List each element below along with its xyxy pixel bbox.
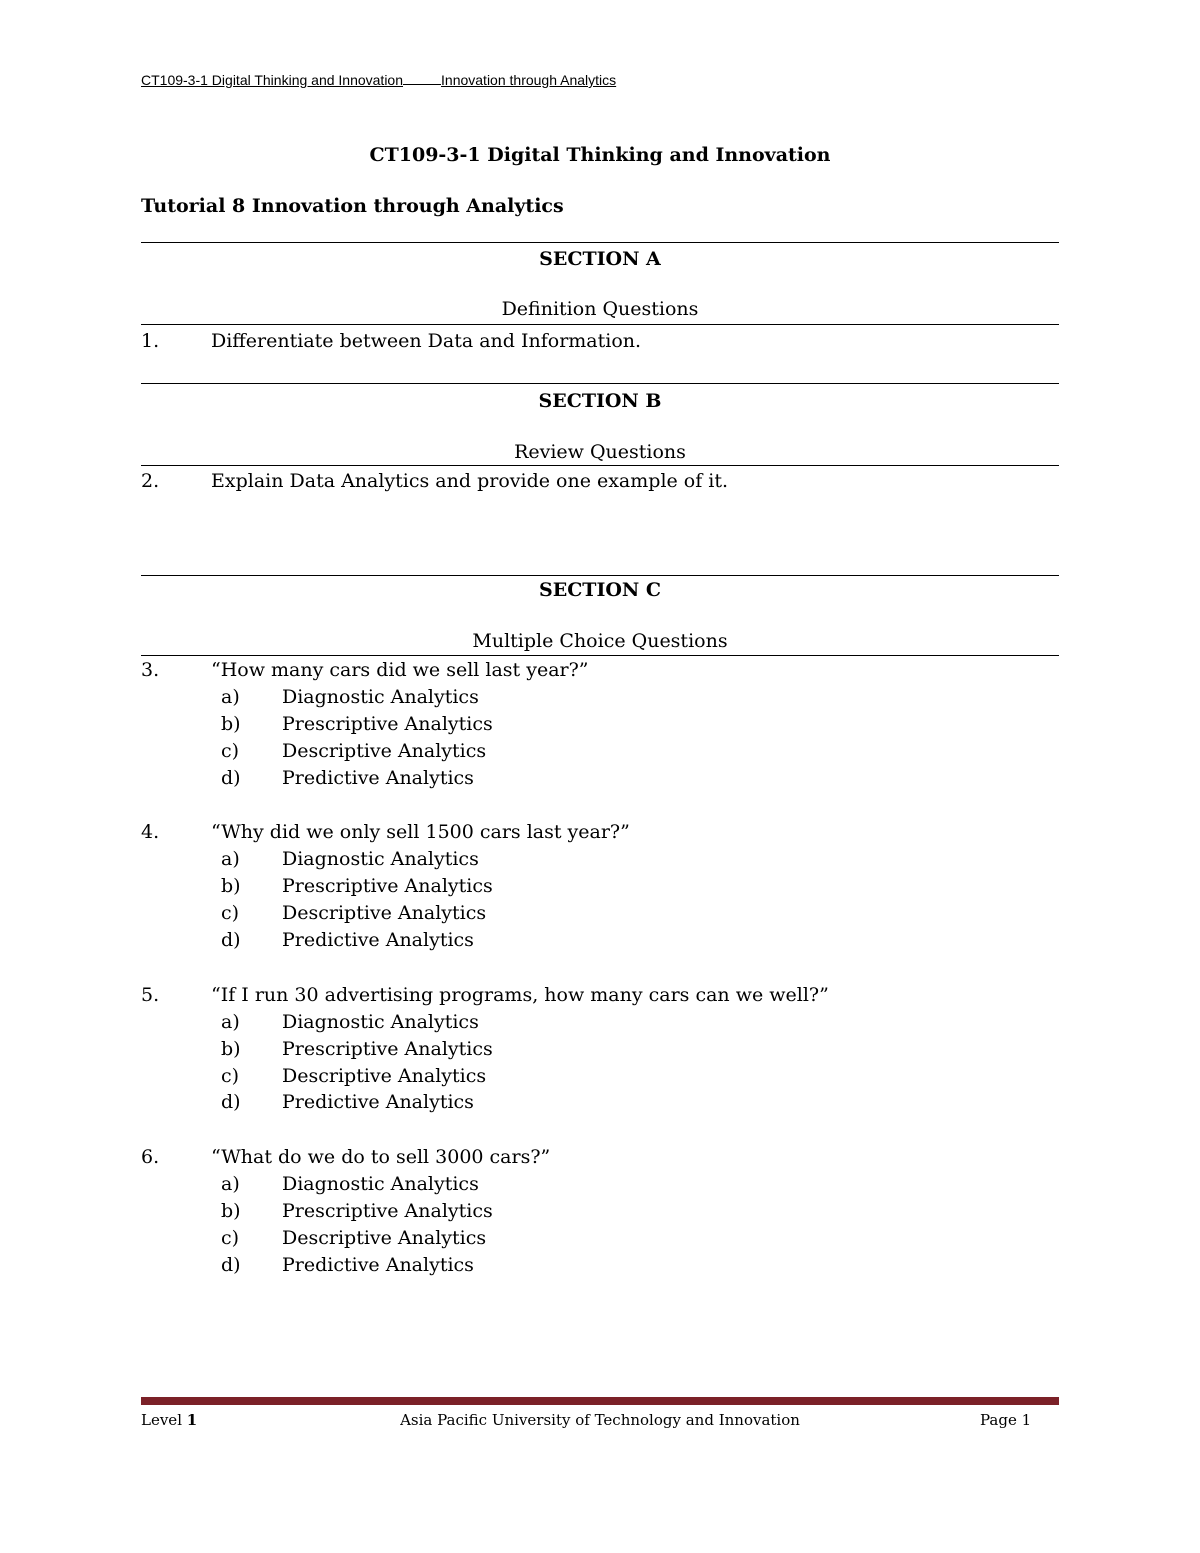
section-b-top-rule [141, 383, 1059, 384]
option-text: Predictive Analytics [282, 1091, 474, 1113]
question-number: 3. [141, 659, 160, 681]
running-header-course: CT109-3-1 Digital Thinking and Innovation [141, 72, 404, 88]
option-text: Diagnostic Analytics [282, 848, 479, 870]
option-text: Descriptive Analytics [282, 1065, 487, 1087]
running-header-gap [403, 72, 441, 85]
question-text: Explain Data Analytics and provide one example of it. [211, 470, 729, 492]
section-b-subheading: Review Questions [514, 441, 686, 463]
option-letter: d) [221, 929, 241, 951]
option-text: Descriptive Analytics [282, 1227, 487, 1249]
option-text: Predictive Analytics [282, 1254, 474, 1276]
section-c-sub-rule [141, 655, 1059, 656]
option-text: Diagnostic Analytics [282, 1011, 479, 1033]
option-letter: a) [221, 1011, 240, 1033]
question-text: Differentiate between Data and Information. [211, 330, 642, 352]
option-letter: c) [221, 1227, 240, 1249]
option-text: Descriptive Analytics [282, 902, 487, 924]
section-a-sub-rule [141, 324, 1059, 325]
section-b-sub-rule [141, 465, 1059, 466]
footer-page-number: Page 1 [980, 1411, 1032, 1429]
section-b-heading: SECTION B [538, 390, 662, 412]
option-letter: d) [221, 1091, 241, 1113]
section-a-subheading: Definition Questions [501, 298, 699, 320]
option-letter: c) [221, 1065, 240, 1087]
question-text: “How many cars did we sell last year?” [211, 659, 589, 681]
section-a-top-rule [141, 242, 1059, 243]
question-text: “Why did we only sell 1500 cars last year?” [211, 821, 630, 843]
option-letter: a) [221, 848, 240, 870]
option-text: Prescriptive Analytics [282, 713, 493, 735]
question-number: 5. [141, 984, 160, 1006]
option-text: Predictive Analytics [282, 767, 474, 789]
option-text: Descriptive Analytics [282, 740, 487, 762]
section-c-subheading: Multiple Choice Questions [472, 630, 728, 652]
option-text: Prescriptive Analytics [282, 1038, 493, 1060]
footer-bar [141, 1397, 1059, 1405]
question-number: 4. [141, 821, 160, 843]
question-text: “What do we do to sell 3000 cars?” [211, 1146, 551, 1168]
footer-institution: Asia Pacific University of Technology and Innovation [400, 1411, 800, 1429]
section-a-heading: SECTION A [539, 248, 661, 270]
footer-level-value: 1 [186, 1411, 198, 1429]
section-c-heading: SECTION C [538, 579, 661, 601]
tutorial-title: Tutorial 8 Innovation through Analytics [141, 195, 564, 217]
option-text: Prescriptive Analytics [282, 875, 493, 897]
running-header-topic: Innovation through Analytics [441, 72, 617, 88]
question-number: 6. [141, 1146, 160, 1168]
running-header [141, 72, 616, 88]
option-text: Diagnostic Analytics [282, 686, 479, 708]
option-letter: a) [221, 686, 240, 708]
option-letter: c) [221, 902, 240, 924]
question-number: 1. [141, 330, 160, 352]
question-text: “If I run 30 advertising programs, how many cars can we well?” [211, 984, 829, 1006]
document-title: CT109-3-1 Digital Thinking and Innovation [369, 144, 831, 166]
option-letter: a) [221, 1173, 240, 1195]
option-text: Predictive Analytics [282, 929, 474, 951]
footer-level-label: Level [141, 1411, 182, 1429]
option-letter: b) [221, 1038, 241, 1060]
option-letter: d) [221, 767, 241, 789]
option-letter: b) [221, 875, 241, 897]
section-c-top-rule [141, 575, 1059, 576]
question-number: 2. [141, 470, 160, 492]
option-letter: c) [221, 740, 240, 762]
option-text: Prescriptive Analytics [282, 1200, 493, 1222]
option-letter: d) [221, 1254, 241, 1276]
option-text: Diagnostic Analytics [282, 1173, 479, 1195]
option-letter: b) [221, 1200, 241, 1222]
option-letter: b) [221, 713, 241, 735]
